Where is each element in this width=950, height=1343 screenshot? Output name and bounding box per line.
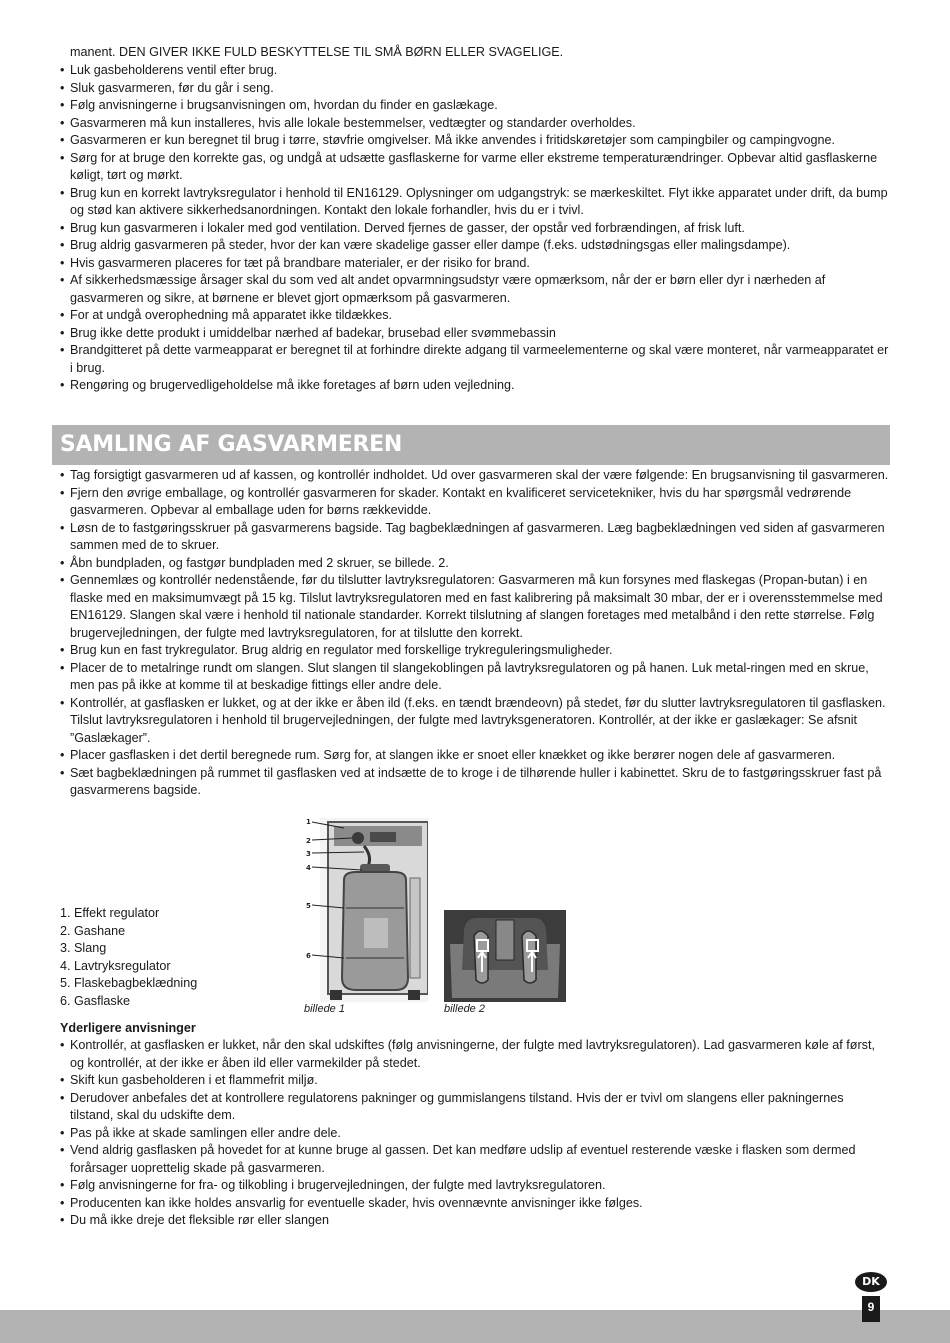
language-badge: DK [855,1272,887,1292]
list-item: • Brug kun gasvarmeren i lokaler med god ventilation. Derved fjernes de gasser, der opstår ved forbrændingen, af frisk luft. [60,220,890,238]
list-item: • Producenten kan ikke holdes ansvarlig for eventuelle skader, hvis ovennævnte anvisninger ikke følges. [60,1195,890,1213]
list-item: • Brug aldrig gasvarmeren på steder, hvor der kan være skadelige gasser eller dampe (f.eks. udstødningsgas eller malingsdampe). [60,237,890,255]
list-item: • Sluk gasvarmeren, før du går i seng. [60,80,890,98]
list-item: • Følg anvisningerne i brugsanvisningen om, hvordan du finder en gaslækage. [60,97,890,115]
list-item: • Gennemlæs og kontrollér nedenstående, før du tilslutter lavtryksregulatoren: Gasvarmeren må kun forsynes med flaskegas (Propan-butan) i en flaske med en maksimumvægt på 15 kg. Tilslut lavtryksregulatoren med en fast kalibrering på maksimalt 30 mbar, der er i overensstemmelse med EN16129. Slangen skal være i henhold til nationale standarder. Korrekt tilslutning af slangen foretages med metalbånd i den rette størrelse. Følg brugervejledningen, der fulgte med lavtryksregulatoren, for at tilslutte den korrekt. [60,572,890,642]
parts-list-item: 6. Gasflaske [60,993,130,1008]
callout-label: 6 [306,952,311,960]
parts-list-item: 3. Slang [60,941,107,955]
list-item: • Brandgitteret på dette varmeapparat er beregnet til at forhindre direkte adgang til varmeelementerne og skal være monteret, når varmeapparatet er i brug. [60,342,890,377]
callout-label: 4 [306,864,311,872]
callout-label: 3 [306,850,311,858]
list-item: • Fjern den øvrige emballage, og kontrollér gasvarmeren for skader. Kontakt en kvalificeret servicetekniker, hvis du har spørgsmål vedrørende gasvarmeren. Opbevar al emballage uden for børns rækkevidde. [60,485,890,520]
list-item: • Brug kun en fast trykregulator. Brug aldrig en regulator med forskellige trykreguleringsmuligheder. [60,642,890,660]
list-item: • Hvis gasvarmeren placeres for tæt på brandbare materialer, er der risiko for brand. [60,255,890,273]
list-item: • Luk gasbeholderens ventil efter brug. [60,62,890,80]
section-title: SAMLING AF GASVARMEREN [60,432,402,457]
parts-list-item: 1. Effekt regulator [60,906,160,920]
list-item: • Du må ikke dreje det fleksible rør eller slangen [60,1212,890,1230]
list-item: • Brug ikke dette produkt i umiddelbar nærhed af badekar, brusebad eller svømmebassin [60,325,890,343]
figure-1-caption: billede 1 [304,1003,345,1015]
list-item: • Løsn de to fastgøringsskruer på gasvarmerens bagside. Tag bagbeklædningen af gasvarmeren. Læg bagbeklædningen ved siden af gasvarmeren sammen med de to skruer. [60,520,890,555]
safety-list [60,62,890,395]
continued-warning-text: manent. DEN GIVER IKKE FULD BESKYTTELSE TIL SMÅ BØRN ELLER SVAGELIGE. [70,45,564,59]
list-item: • Sørg for at bruge den korrekte gas, og undgå at udsætte gasflaskerne for varme eller ekstreme temperaturændringer. Opbevar altid gasflaskerne køligt, tørt og mørkt. [60,150,890,185]
list-item: • Pas på ikke at skade samlingen eller andre dele. [60,1125,890,1143]
list-item: • Tag forsigtigt gasvarmeren ud af kassen, og kontrollér indholdet. Ud over gasvarmeren skal der være følgende: En brugsanvisning til gasvarmeren. [60,467,890,485]
figure-2-caption: billede 2 [444,1003,485,1015]
list-item: • Gasvarmeren er kun beregnet til brug i tørre, støvfrie omgivelser. Må ikke anvendes i fritidskøretøjer som campingbiler og campingvogne. [60,132,890,150]
page-number: 9 [862,1296,880,1322]
parts-list-item: 4. Lavtryksregulator [60,958,171,973]
list-item: • Skift kun gasbeholderen i et flammefrit miljø. [60,1072,890,1090]
list-item: • For at undgå overophedning må apparatet ikke tildækkes. [60,307,890,325]
list-item: • Sæt bagbeklædningen på rummet til gasflasken ved at indsætte de to kroge i de tilhørende huller i kabinettet. Skru de to fastgøringsskruer fast på gasvarmerens bagside. [60,765,890,800]
callout-label: 2 [306,837,311,845]
list-item: • Placer gasflasken i det dertil beregnede rum. Sørg for, at slangen ikke er snoet eller knækket og ikke berører nogen dele af gasvarmeren. [60,747,890,765]
list-item: • Følg anvisningerne for fra- og tilkobling i brugervejledningen, der fulgte med lavtryksregulatoren. [60,1177,890,1195]
parts-list [60,905,197,1010]
base-plate-photo [444,910,566,1002]
list-item: • Derudover anbefales det at kontrollere regulatorens pakninger og gummislangens tilstand. Hvis der er tvivl om slangens eller pakningernes tilstand, skal du udskifte dem. [60,1090,890,1125]
footer-bar [0,1310,950,1343]
list-item: • Brug kun en korrekt lavtryksregulator i henhold til EN16129. Oplysninger om udgangstryk: se mærkeskiltet. Flyt ikke apparatet under drift, da bump og stød kan aktivere sikkerhedsanordningen. Kontakt den lokale forhandler, hvis du er i tvivl. [60,185,890,220]
list-item: • Åbn bundpladen, og fastgør bundpladen med 2 skruer, se billede. 2. [60,555,890,573]
list-item: • Placer de to metalringe rundt om slangen. Slut slangen til slangekoblingen på lavtryksregulatoren og på hanen. Luk metal-ringen med en skrue, men pas på ikke at komme til at beskadige fittings eller andre dele. [60,660,890,695]
list-item: • Rengøring og brugervedligeholdelse må ikke foretages af børn uden vejledning. [60,377,890,395]
heater-interior-photo [304,818,428,1002]
parts-list-item: 2. Gashane [60,923,126,938]
further-instructions-list [60,1037,890,1230]
list-item: • Kontrollér, at gasflasken er lukket, når den skal udskiftes (følg anvisningerne, der fulgte med lavtryksregulatoren). Lad gasvarmeren køle af først, og kontrollér, at der ikke er åben ild eller varmekilder på stedet. [60,1037,890,1072]
list-item: • Vend aldrig gasflasken på hovedet for at kunne bruge al gassen. Det kan medføre udslip af eventuel resterende væske i flasken som dermed forårsager uoprettelig skade på gasvarmeren. [60,1142,890,1177]
callout-label: 1 [306,818,311,826]
list-item: • Gasvarmeren må kun installeres, hvis alle lokale bestemmelser, vedtægter og standarder overholdes. [60,115,890,133]
assembly-list [60,467,890,800]
callout-label: 5 [306,902,311,910]
parts-list-item: 5. Flaskebagbeklædning [60,976,198,990]
section-banner [52,425,890,465]
list-item: • Af sikkerhedsmæssige årsager skal du som ved alt andet opvarmningsudstyr være opmærksom, når der er børn eller dyr i nærheden af gasvarmeren og sikre, at børnene er blevet gjort opmærksom på gasvarmeren. [60,272,890,307]
further-instructions-heading: Yderligere anvisninger [60,1021,196,1035]
list-item: • Kontrollér, at gasflasken er lukket, og at der ikke er åben ild (f.eks. en tændt brændeovn) på stedet, før du slutter lavtryksregulatoren til gasflasken. Tilslut lavtryksregulatoren i henhold til brugervejledningen, der fulgte med lavtryksgeneratoren. Kontrollér, at der ikke er gaslækager: Se afsnit ”Gaslækager”. [60,695,890,748]
